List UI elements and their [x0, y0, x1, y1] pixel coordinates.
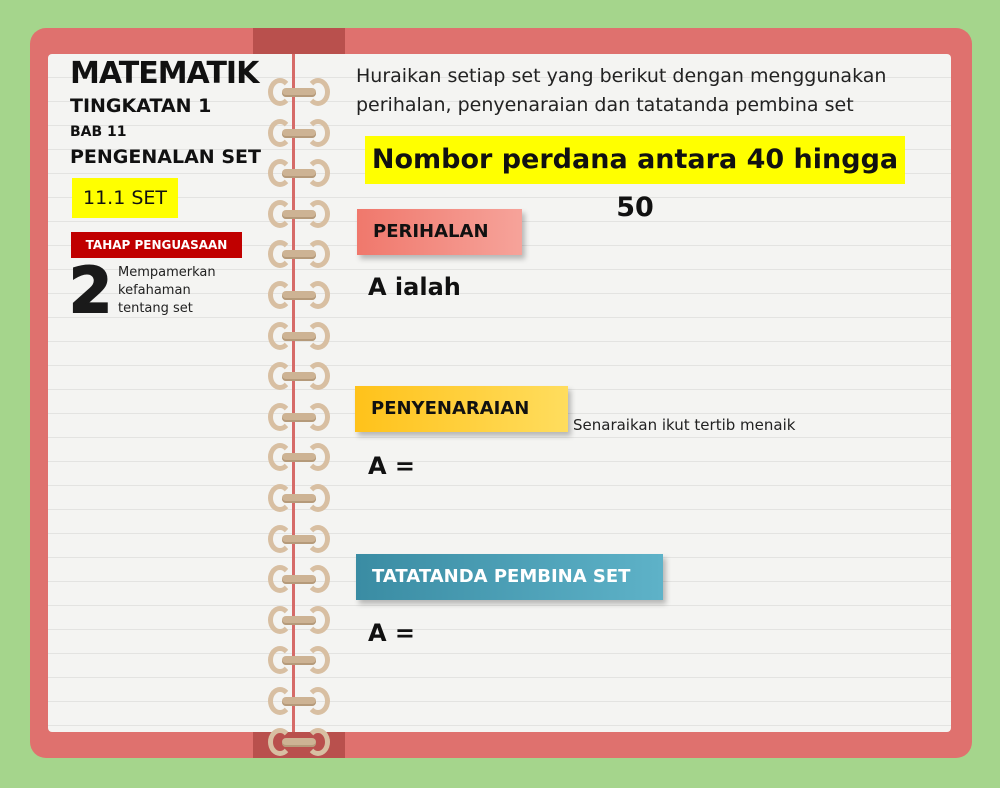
spiral-ring-icon: [268, 728, 330, 758]
penyenaraian-answer: A =: [368, 452, 416, 480]
spiral-ring-icon: [268, 443, 330, 473]
chapter-title: PENGENALAN SET: [70, 146, 261, 168]
question-title: Nombor perdana antara 40 hingga 50: [365, 136, 905, 184]
spiral-ring-icon: [268, 362, 330, 392]
level-description-line: tentang set: [118, 301, 193, 316]
spiral-ring-icon: [268, 159, 330, 189]
instruction-text: Huraikan setiap set yang berikut dengan menggunakan perihalan, penyenaraian dan tatatanda pembina set: [356, 65, 887, 116]
spiral-ring-icon: [268, 484, 330, 514]
chapter-label: BAB 11: [70, 124, 127, 140]
section-badge: 11.1 SET: [72, 178, 178, 218]
spiral-ring-icon: [268, 565, 330, 595]
spiral-ring-icon: [268, 606, 330, 636]
form-label: TINGKATAN 1: [70, 95, 212, 117]
tatatanda-answer: A =: [368, 619, 416, 647]
spiral-ring-icon: [268, 119, 330, 149]
tatatanda-label: TATATANDA PEMBINA SET: [356, 554, 663, 600]
spiral-ring-icon: [268, 240, 330, 270]
perihalan-answer: A ialah: [368, 273, 461, 301]
level-number: 2: [69, 254, 113, 327]
penyenaraian-label: PENYENARAIAN: [355, 386, 568, 432]
level-badge: TAHAP PENGUASAAN: [71, 232, 242, 258]
level-description: [118, 264, 238, 318]
perihalan-label: PERIHALAN: [357, 209, 522, 255]
spine-band-top: [253, 28, 345, 54]
spiral-ring-icon: [268, 281, 330, 311]
spiral-ring-icon: [268, 525, 330, 555]
spiral-ring-icon: [268, 403, 330, 433]
penyenaraian-note: Senaraikan ikut tertib menaik: [573, 416, 796, 434]
spiral-ring-icon: [268, 78, 330, 108]
spiral-ring-icon: [268, 646, 330, 676]
spiral-ring-icon: [268, 322, 330, 352]
subject-title: MATEMATIK: [70, 56, 259, 91]
level-description-line: kefahaman: [118, 283, 191, 298]
spiral-ring-icon: [268, 687, 330, 717]
level-description-line: Mempamerkan: [118, 265, 216, 280]
spiral-ring-icon: [268, 200, 330, 230]
